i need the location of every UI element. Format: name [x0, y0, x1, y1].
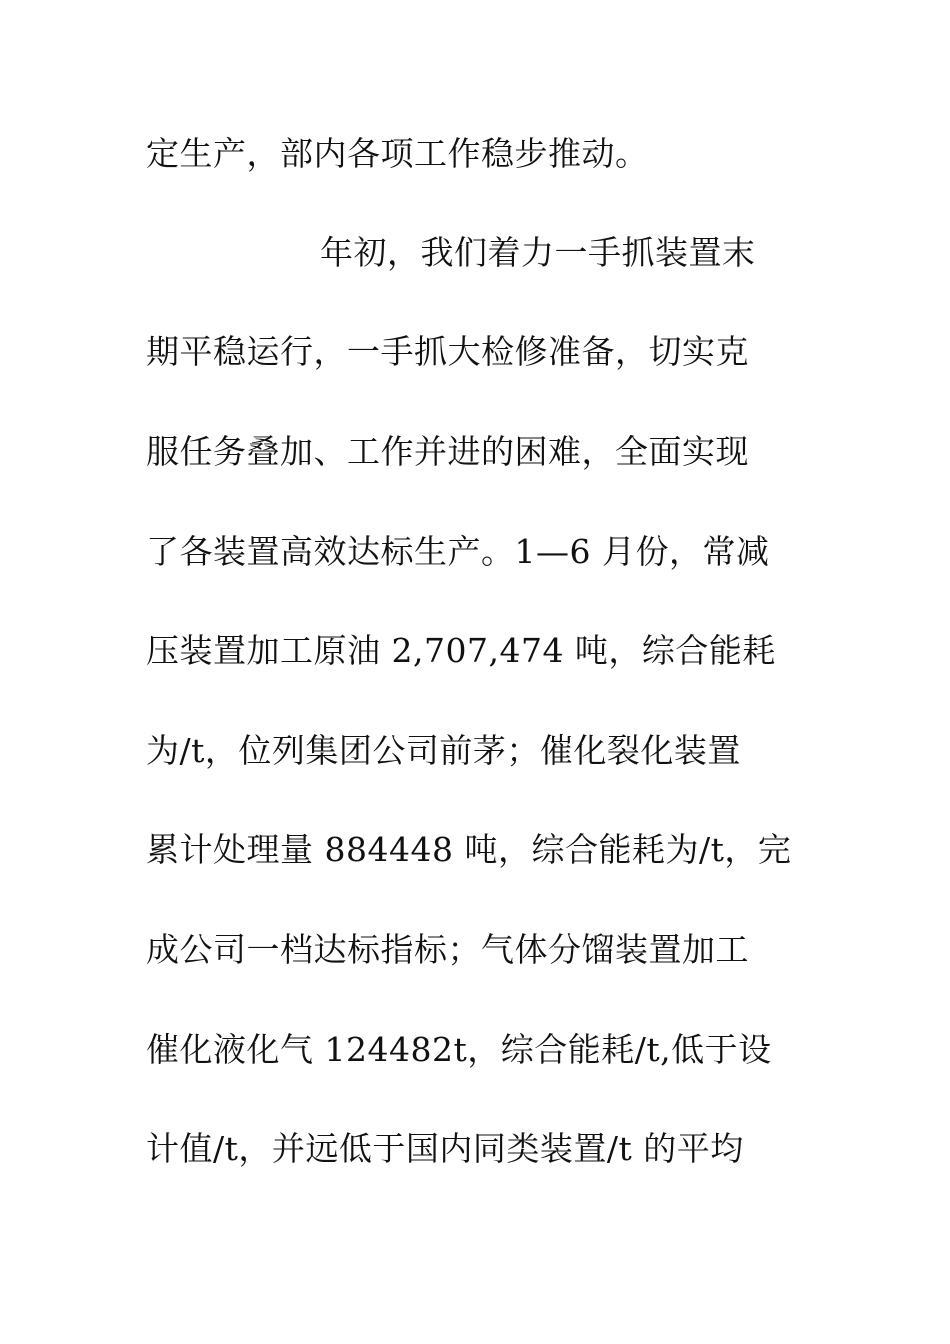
text-line-4: 服任务叠加、工作并进的困难，全面实现	[146, 432, 749, 471]
text-line-10: 催化液化气 124482t，综合能耗/t,低于设	[146, 1030, 772, 1069]
text-line-3: 期平稳运行，一手抓大检修准备，切实克	[146, 332, 749, 371]
text-line-2: 年初，我们着力一手抓装置末	[320, 233, 756, 272]
text-line-1: 定生产，部内各项工作稳步推动。	[146, 134, 649, 173]
text-line-7: 为/t，位列集团公司前茅；催化裂化装置	[146, 731, 741, 770]
text-line-6: 压装置加工原油 2,707,474 吨，综合能耗	[146, 631, 776, 670]
text-line-9: 成公司一档达标指标；气体分馏装置加工	[146, 930, 749, 969]
text-line-11: 计值/t，并远低于国内同类装置/t 的平均	[146, 1129, 744, 1168]
text-line-8: 累计处理量 884448 吨，综合能耗为/t，完	[146, 830, 792, 869]
text-line-5: 了各装置高效达标生产。1—6 月份，常减	[146, 532, 770, 571]
